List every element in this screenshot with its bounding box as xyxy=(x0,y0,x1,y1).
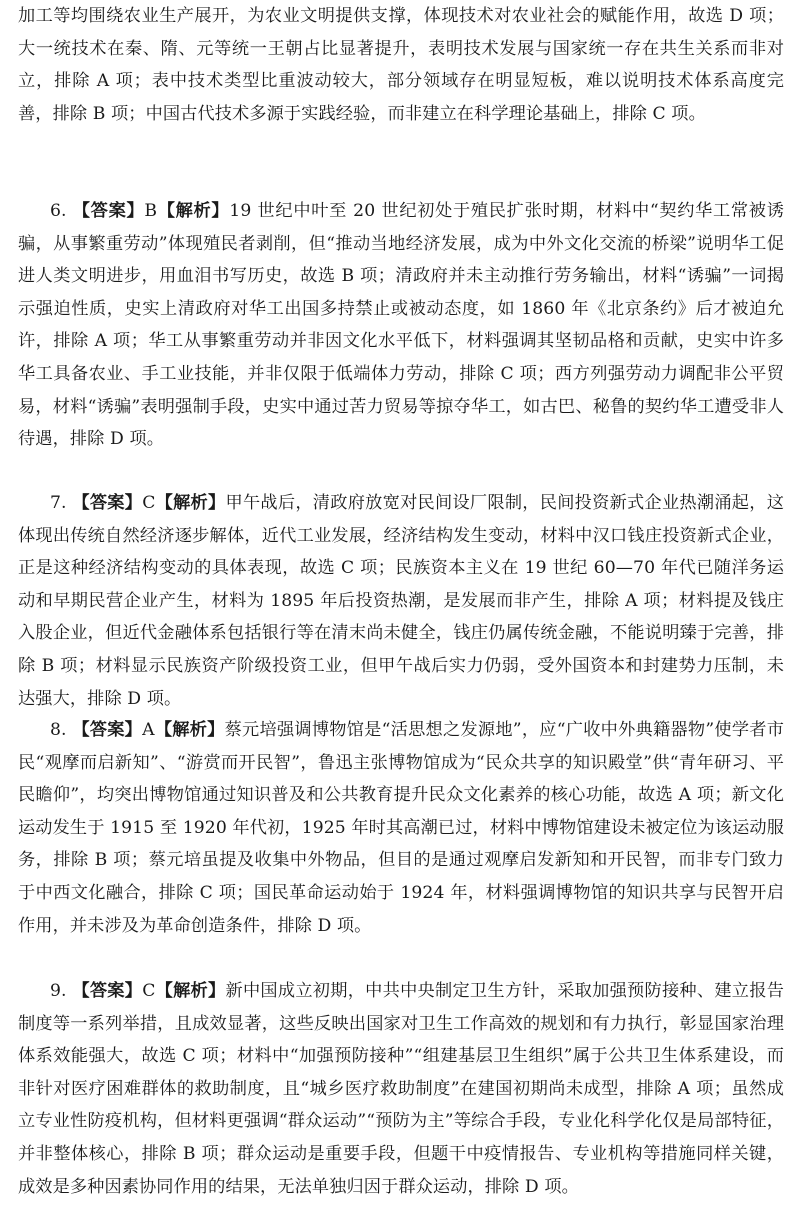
analysis-tag: 【解析】 xyxy=(154,720,225,740)
analysis-tag: 【解析】 xyxy=(155,981,226,1001)
answer-tag: 【答案】 xyxy=(72,981,143,1001)
answer-item-8 xyxy=(18,714,784,942)
item-number: 8. xyxy=(50,720,67,740)
answer-tag: 【答案】 xyxy=(72,493,143,513)
analysis-tag: 【解析】 xyxy=(157,201,230,221)
analysis-text: 甲午战后，清政府放宽对民间设厂限制，民间投资新式企业热潮涌起，这体现出传统自然经济逐步解体，近代工业发展，经济结构发生变动，材料中汉口钱庄投资新式企业，正是这种经济结构变动的具体表现，故选 C 项；民族资本主义在 19 世纪 60—70 年代已随洋务运动和早期民营企业产生，材料为 1895 年后投资热潮，是发展而非产生，排除 A 项；材料提及钱庄入股企业，但近代金融体系包括银行等在清末尚未健全，钱庄仍属传统金融，不能说明臻于完善，排除 B 项；材料显示民族资产阶级投资工业，但甲午战后实力仍弱，受外国资本和封建势力压制，未达强大，排除 D 项。 xyxy=(18,493,785,709)
analysis-tag: 【解析】 xyxy=(155,493,226,513)
answer-letter: C xyxy=(142,493,156,513)
analysis-text: 新中国成立初期，中共中央制定卫生方针，采取加强预防接种、建立报告制度等一系列举措，且成效显著，这些反映出国家对卫生工作高效的规划和有力执行，彰显国家治理体系效能强大，故选 C 项；材料中“加强预防接种”“组建基层卫生组织”属于公共卫生体系建设，而非针对医疗困难群体的救助制度，且“城乡医疗救助制度”在建国初期尚未成型，排除 A 项；虽然成立专业性防疫机构，但材料更强调“群众运动”“预防为主”等综合手段，专业化科学化仅是局部特征，并非整体核心，排除 B 项；群众运动是重要手段，但题干中疫情报告、专业机构等措施同样关键，成效是多种因素协同作用的结果，无法单独归因于群众运动，排除 D 项。 xyxy=(18,981,785,1197)
answer-letter: A xyxy=(142,720,155,740)
answer-item-6 xyxy=(18,195,784,456)
analysis-text: 19 世纪中叶至 20 世纪初处于殖民扩张时期，材料中“契约华工常被诱骗，从事繁重劳动”体现殖民者剥削，但“推动当地经济发展，成为中外文化交流的桥梁”说明华工促进人类文明进步，用血泪书写历史，故选 B 项；清政府并未主动推行劳务输出，材料“诱骗”一词揭示强迫性质，史实上清政府对华工出国多持禁止或被动态度，如 1860 年《北京条约》后才被迫允许，排除 A 项；华工从事繁重劳动并非因文化水平低下，材料强调其坚韧品格和贡献，史实中许多华工具备农业、手工业技能，并非仅限于低端体力劳动，排除 C 项；西方列强劳动力调配非公平贸易，材料“诱骗”表明强制手段，史实中通过苦力贸易等掠夺华工，如古巴、秘鲁的契约华工遭受非人待遇，排除 D 项。 xyxy=(18,201,784,450)
item-number: 7. xyxy=(50,493,67,513)
answer-tag: 【答案】 xyxy=(72,201,145,221)
answer-item-9 xyxy=(18,975,784,1203)
answer-letter: B xyxy=(144,201,158,221)
item-number: 6. xyxy=(50,201,67,221)
item-number: 9. xyxy=(50,981,67,1001)
answer-letter: C xyxy=(142,981,156,1001)
answer-tag: 【答案】 xyxy=(72,720,143,740)
intro-paragraph: 加工等均围绕农业生产展开，为农业文明提供支撑，体现技术对农业社会的赋能作用，故选 D 项；大一统技术在秦、隋、元等统一王朝占比显著提升，表明技术发展与国家统一存在共生关系而非对立，排除 A 项；表中技术类型比重波动较大，部分领域存在明显短板，难以说明技术体系高度完善，排除 B 项；中国古代技术多源于实践经验，而非建立在科学理论基础上，排除 C 项。 xyxy=(18,6,784,124)
analysis-text: 蔡元培强调博物馆是“活思想之发源地”，应“广收中外典籍器物”使学者市民“观摩而启新知”、“游赏而开民智”，鲁迅主张博物馆成为“民众共享的知识殿堂”供“青年研习、平民瞻仰”，均突出博物馆通过知识普及和公共教育提升民众文化素养的核心功能，故选 A 项；新文化运动发生于 1915 至 1920 年代初，1925 年时其高潮已过，材料中博物馆建设未被定位为该运动服务，排除 B 项；蔡元培虽提及收集中外物品，但目的是通过观摩启发新知和开民智，而非专门致力于中西文化融合，排除 C 项；国民革命运动始于 1924 年，材料强调博物馆的知识共享与民智开启作用，并未涉及为革命创造条件，排除 D 项。 xyxy=(18,720,785,936)
answer-item-7 xyxy=(18,487,784,715)
